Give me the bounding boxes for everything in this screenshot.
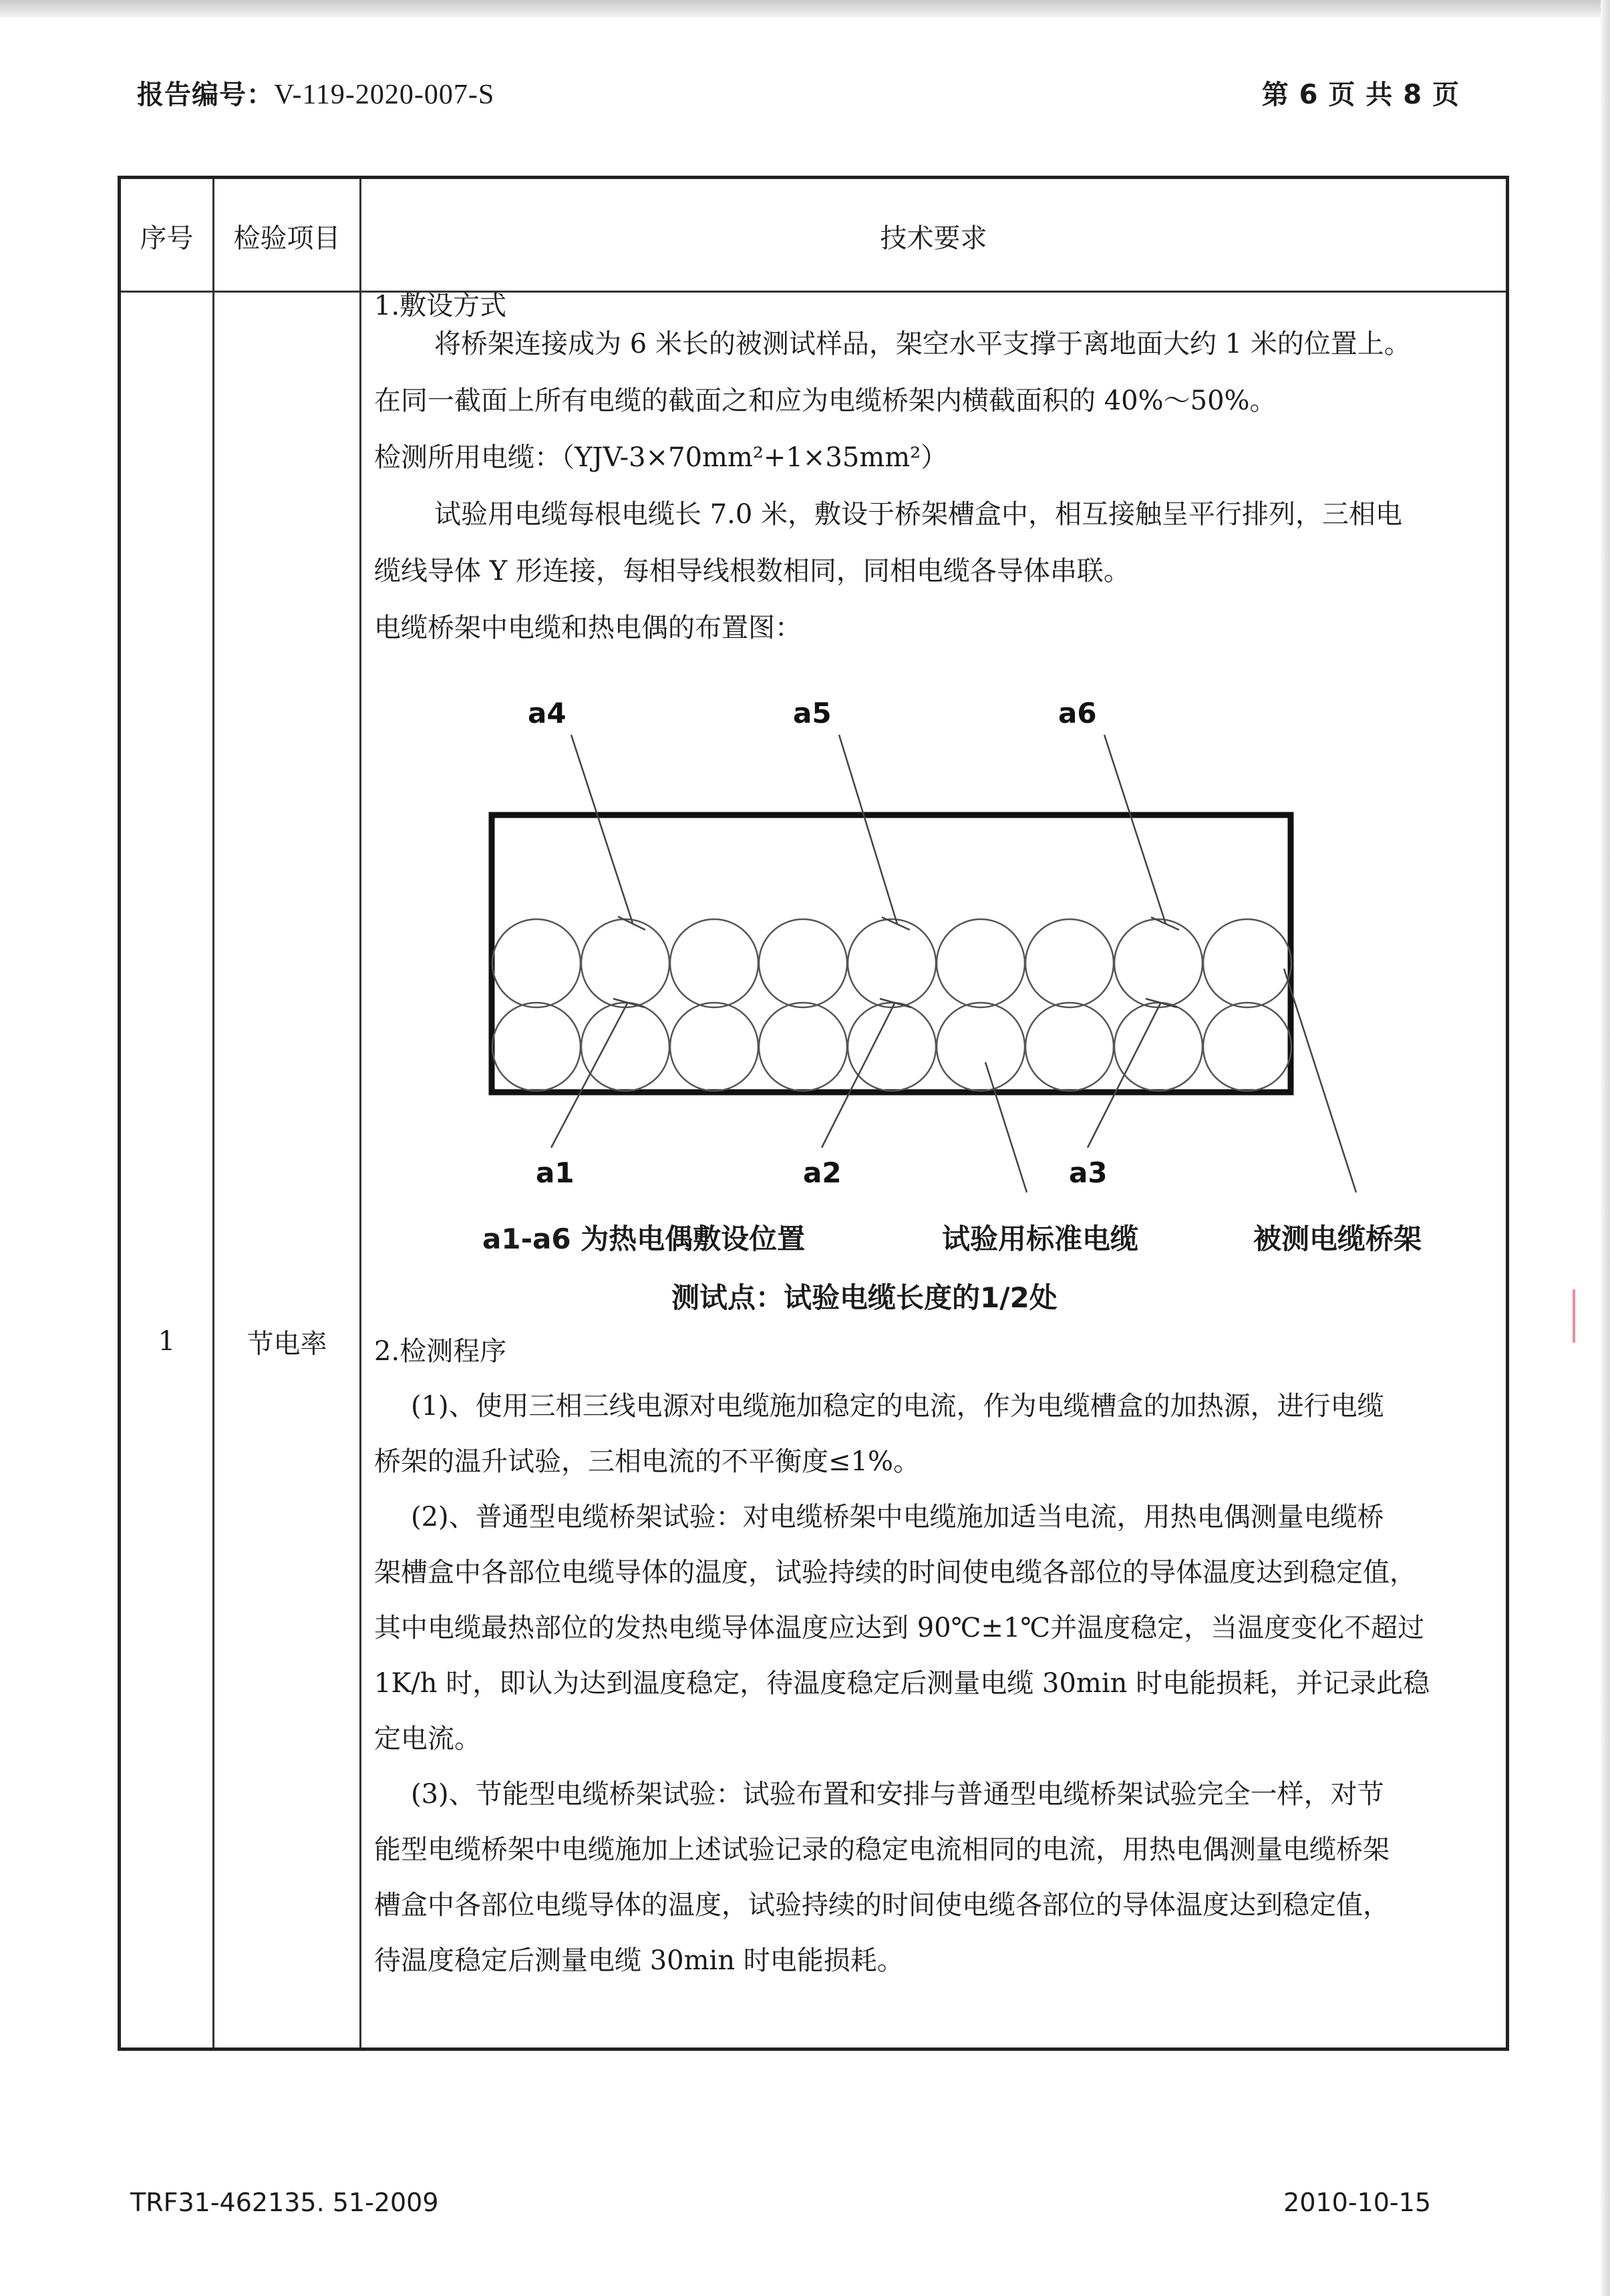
cable [759,1003,847,1091]
leader-standard-cable [985,1062,1027,1192]
cable [848,1003,936,1091]
scan-edge-right [1601,0,1610,2296]
label-a4: a4 [528,697,567,729]
label-a6: a6 [1058,697,1097,729]
report-number-label: 报告编号： [137,79,274,110]
page-info: 第 6 页 共 8 页 [1261,79,1460,110]
col-divider [212,179,214,2047]
cable [1114,919,1202,1007]
seal-fragment [1573,1289,1590,1343]
paragraph-line: (2)、普通型电缆桥架试验：对电缆桥架中电缆施加适当电流，用热电偶测量电缆桥 [411,1502,1384,1532]
row-item: 节电率 [247,1328,327,1359]
col-header-requirement: 技术要求 [880,222,987,254]
paragraph-line: 在同一截面上所有电缆的截面之和应为电缆桥架内横截面积的 40%～50%。 [374,385,1277,416]
caption-thermocouple: a1-a6 为热电偶敷设位置 [482,1222,806,1255]
paragraph-line: 将桥架连接成为 6 米长的被测试样品，架空水平支撑于离地面大约 1 米的位置上。 [434,329,1411,359]
label-a2: a2 [803,1156,842,1189]
paragraph-line: 其中电缆最热部位的发热电缆导体温度应达到 90℃±1℃并温度稳定，当温度变化不超过 [374,1613,1425,1643]
leader-a1 [551,1002,628,1148]
col-header-item: 检验项目 [233,222,341,254]
leader-lines [551,735,1356,1192]
leader-a6 [1104,735,1166,924]
label-a3: a3 [1069,1156,1108,1189]
report-number-value: V-119-2020-007-S [274,79,495,110]
caption-standard-cable: 试验用标准电缆 [942,1222,1139,1255]
cable [848,919,936,1007]
paragraph-line: 试验用电缆每根电缆长 7.0 米，敷设于桥架槽盒中，相互接触呈平行排列，三相电 [434,499,1403,530]
paragraph-line: 待温度稳定后测量电缆 30min 时电能损耗。 [374,1945,904,1976]
cable [670,919,758,1007]
cable [492,1003,581,1091]
paragraph-line: (3)、节能型电缆桥架试验：试验布置和安排与普通型电缆桥架试验完全一样，对节 [411,1779,1384,1810]
label-a5: a5 [793,697,832,729]
paragraph-line: 槽盒中各部位电缆导体的温度，试验持续的时间使电缆各部位的导体温度达到稳定值， [374,1890,1390,1921]
col-header-index: 序号 [140,222,194,254]
paragraph-line: 1K/h 时，即认为达到温度稳定，待温度稳定后测量电缆 30min 时电能损耗，并记录此稳 [374,1668,1430,1699]
row-index: 1 [158,1326,176,1357]
paragraph-line: 桥架的温升试验，三相电流的不平衡度≤1%。 [374,1446,920,1477]
cable [581,1003,669,1091]
paragraph-line: 架槽盒中各部位电缆导体的温度，试验持续的时间使电缆各部位的导体温度达到稳定值， [374,1557,1416,1588]
caption-tray: 被测电缆桥架 [1253,1222,1422,1255]
cable [1025,919,1114,1007]
leader-tray [1284,969,1356,1192]
leader-a4 [571,735,633,923]
cable [937,919,1025,1007]
cable [759,919,847,1007]
cable [581,919,669,1007]
caption-test-point: 测试点：试验电缆长度的1/2处 [671,1281,1058,1314]
leader-a5 [839,735,897,924]
cable [1203,1003,1291,1091]
report-number [137,73,494,112]
diagram-intro: 电缆桥架中电缆和热电偶的布置图： [374,613,802,643]
cable-layout-svg [441,668,1537,1303]
label-a1: a1 [536,1156,575,1189]
paragraph-line: (1)、使用三相三线电源对电缆施加稳定的电流，作为电缆槽盒的加热源，进行电缆 [411,1391,1384,1422]
cable [1114,1003,1202,1091]
cable-spec: 检测所用电缆：（YJV-3×70mm²+1×35mm²） [374,442,948,473]
col-divider [359,179,361,2047]
section-1-title: 1.敷设方式 [374,291,507,321]
paragraph-line: 能型电缆桥架中电缆施加上述试验记录的稳定电流相同的电流，用热电偶测量电缆桥架 [374,1834,1390,1865]
leader-a3 [1088,1002,1161,1148]
form-code: TRF31-462135. 51-2009 [130,2188,439,2217]
paragraph-line: 缆线导体 Y 形连接，每相导线根数相同，同相电缆各导体串联。 [374,556,1130,587]
footer-date: 2010-10-15 [1283,2188,1431,2217]
cable [492,919,581,1007]
paragraph-line: 定电流。 [374,1724,481,1754]
cable [937,1003,1025,1091]
section-2-title: 2.检测程序 [374,1336,507,1367]
leader-a2 [822,1002,895,1148]
cable [1203,919,1291,1007]
cable [670,1003,758,1091]
scan-edge [0,0,1610,17]
cable [1025,1003,1114,1091]
cable-layout-diagram [441,668,1537,1305]
